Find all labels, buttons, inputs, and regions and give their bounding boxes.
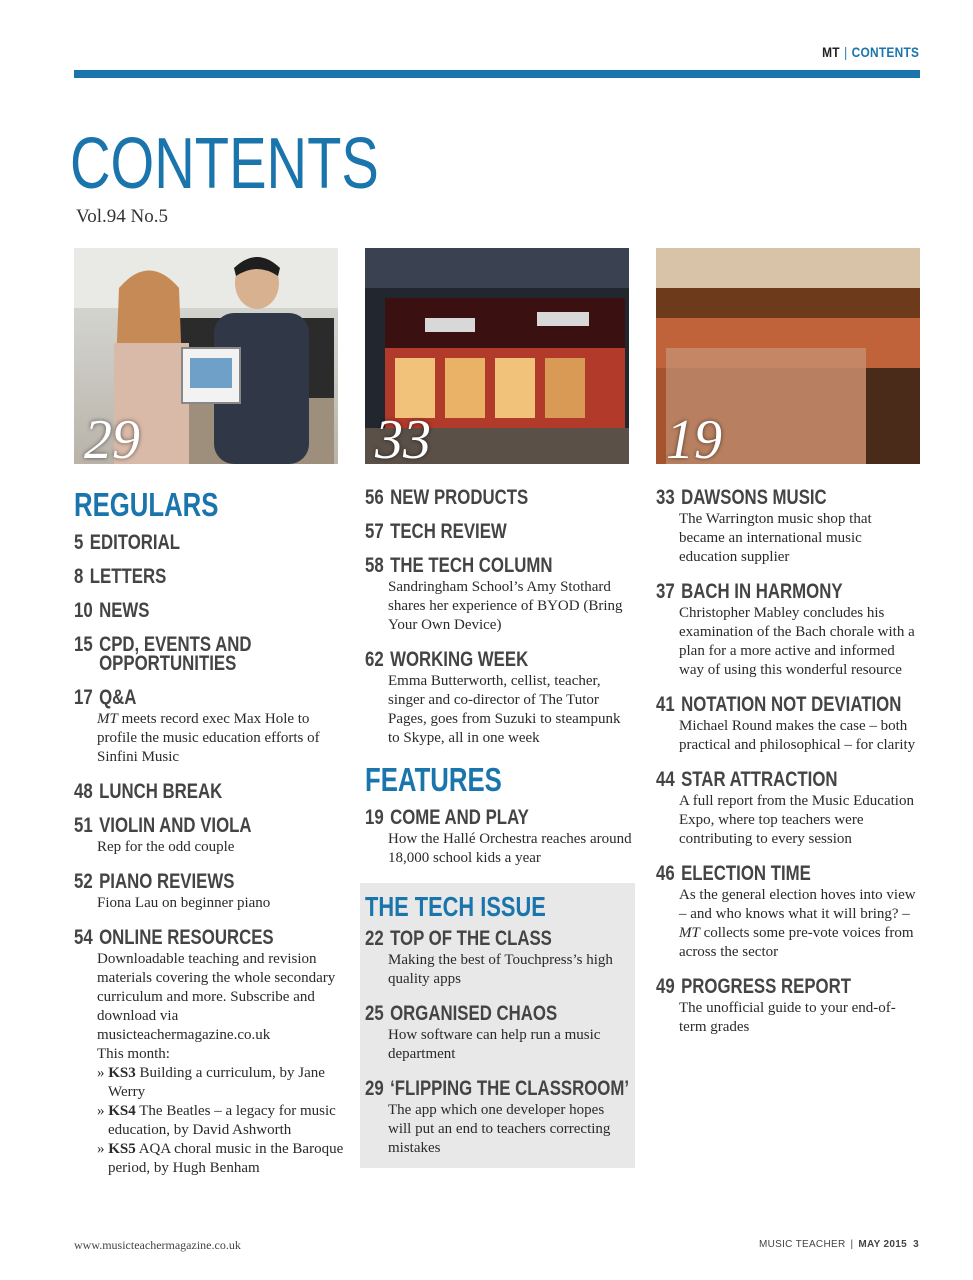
- contents-entry[interactable]: [365, 808, 633, 868]
- mt-italic: MT: [679, 925, 700, 941]
- entry-description: Christopher Mabley concludes his examination of the Bach chorale with a plan for a more active and informed way of using this wonderful resource: [679, 605, 915, 678]
- entry-description: A full report from the Music Education Expo, where top teachers were contributing to every session: [679, 793, 914, 847]
- contents-entry[interactable]: [74, 533, 344, 552]
- entry-title: COME AND PLAY: [390, 806, 529, 829]
- contents-entry[interactable]: [656, 582, 920, 680]
- entry-description: How software can help run a music department: [388, 1027, 601, 1062]
- entry-page: 10: [74, 599, 93, 622]
- column-regulars: [74, 488, 344, 1193]
- entry-title: DAWSONS MUSIC: [681, 486, 827, 509]
- contents-entry[interactable]: [365, 1004, 630, 1064]
- entry-page: 46: [656, 862, 675, 885]
- entry-page: 52: [74, 870, 93, 893]
- entry-description: Downloadable teaching and revision materials covering the whole secondary curriculum and more. Subscribe and download via musicteachermagazine.co.uk This month: » KS3 Building a curriculum, by Jane Werry » KS4 The Beatles – a legacy for music education, by David Ashworth » KS5 AQA choral music in the Baroque period, by Hugh Benham: [97, 951, 344, 1176]
- contents-entry[interactable]: [656, 488, 920, 567]
- contents-entry[interactable]: [365, 650, 633, 748]
- resource-bullet[interactable]: » KS5 AQA choral music in the Baroque period, by Hugh Benham: [97, 1141, 344, 1176]
- entry-page: 19: [365, 806, 384, 829]
- contents-entry[interactable]: [74, 816, 344, 857]
- footer-issue: MAY 2015: [858, 1239, 907, 1250]
- entry-title: ONLINE RESOURCES: [99, 926, 274, 949]
- header-rule: [74, 70, 920, 78]
- entry-title: LETTERS: [89, 565, 167, 588]
- entry-page: 5: [74, 531, 84, 554]
- entry-description: Sandringham School’s Amy Stothard shares her experience of BYOD (Bring Your Own Device): [388, 579, 623, 633]
- entry-page: 58: [365, 554, 384, 577]
- entry-page: 33: [656, 486, 675, 509]
- entry-title: Q&A: [99, 686, 137, 709]
- contents-entry[interactable]: [656, 770, 920, 849]
- entry-description: The app which one developer hopes will put an end to teachers correcting mistakes: [388, 1102, 611, 1156]
- photo-dawsons-shop[interactable]: [365, 248, 629, 464]
- column-right: [656, 488, 920, 1052]
- entry-title: CPD, EVENTS AND OPPORTUNITIES: [99, 633, 252, 675]
- contents-entry[interactable]: [74, 601, 344, 620]
- contents-entry[interactable]: [656, 977, 920, 1037]
- entry-description: MT meets record exec Max Hole to profile the music education efforts of Sinfini Music: [97, 711, 320, 765]
- entry-title: ‘FLIPPING THE CLASSROOM’: [390, 1077, 630, 1100]
- entry-title: PROGRESS REPORT: [681, 975, 851, 998]
- contents-entry[interactable]: [365, 929, 630, 989]
- contents-entry[interactable]: [365, 556, 633, 635]
- contents-entry[interactable]: [365, 488, 633, 507]
- entry-title: TECH REVIEW: [390, 520, 507, 543]
- volume-number: Vol.94 No.5: [76, 206, 169, 227]
- resource-bullet[interactable]: » KS4 The Beatles – a legacy for music education, by David Ashworth: [97, 1103, 336, 1138]
- entry-title: ELECTION TIME: [681, 862, 811, 885]
- header-mag: MT: [821, 44, 840, 60]
- entry-title: THE TECH COLUMN: [390, 554, 553, 577]
- entry-title: TOP OF THE CLASS: [390, 927, 552, 950]
- contents-entry[interactable]: [74, 928, 344, 1178]
- contents-entry[interactable]: [656, 695, 920, 755]
- entry-page: 17: [74, 686, 93, 709]
- entry-title: NEWS: [99, 599, 150, 622]
- running-header: [822, 44, 919, 60]
- entry-description: The unofficial guide to your end-of-term grades: [679, 1000, 896, 1035]
- contents-entry[interactable]: [74, 782, 344, 801]
- section-heading-regulars: REGULARS: [74, 486, 219, 523]
- entry-page: 29: [365, 1077, 384, 1100]
- section-heading-tech-issue: THE TECH ISSUE: [365, 891, 546, 922]
- entry-description: As the general election hoves into view – and who knows what it will bring? – MT collects some pre-vote voices from across the sector: [679, 887, 916, 960]
- entry-description: Michael Round makes the case – both practical and philosophical – for clarity: [679, 718, 916, 753]
- entry-title: LUNCH BREAK: [99, 780, 223, 803]
- footer-folio: [759, 1239, 919, 1250]
- contents-entry[interactable]: [365, 522, 633, 541]
- entry-description: Rep for the odd couple: [97, 839, 235, 855]
- entry-page: 15: [74, 633, 93, 656]
- entry-page: 49: [656, 975, 675, 998]
- entry-description: Making the best of Touchpress’s high quality apps: [388, 952, 613, 987]
- contents-entry[interactable]: [656, 864, 920, 962]
- entry-title: BACH IN HARMONY: [681, 580, 843, 603]
- photo-page-number: 33: [375, 409, 431, 464]
- column-middle: [365, 488, 633, 1168]
- entry-title: VIOLIN AND VIOLA: [99, 814, 252, 837]
- contents-entry[interactable]: [74, 635, 344, 673]
- entry-page: 22: [365, 927, 384, 950]
- entry-description: The Warrington music shop that became an international music education supplier: [679, 511, 872, 565]
- footer-url[interactable]: www.musicteachermagazine.co.uk: [74, 1238, 241, 1252]
- entry-page: 37: [656, 580, 675, 603]
- entry-title: ORGANISED CHAOS: [390, 1002, 558, 1025]
- entry-description: How the Hallé Orchestra reaches around 18,000 school kids a year: [388, 831, 632, 866]
- photo-page-number: 29: [84, 409, 140, 464]
- entry-page: 57: [365, 520, 384, 543]
- photo-teacher-student[interactable]: [74, 248, 338, 464]
- entry-page: 54: [74, 926, 93, 949]
- contents-entry[interactable]: [74, 688, 344, 767]
- header-separator: |: [843, 44, 848, 60]
- entry-title: NOTATION NOT DEVIATION: [681, 693, 902, 716]
- entry-page: 56: [365, 486, 384, 509]
- entry-title: PIANO REVIEWS: [99, 870, 235, 893]
- entry-page: 44: [656, 768, 675, 791]
- entry-description: Emma Butterworth, cellist, teacher, singer and co-director of The Tutor Pages, goes from Suzuki to steampunk to Skype, all in one week: [388, 673, 621, 746]
- mt-italic: MT: [97, 711, 118, 727]
- resource-bullet[interactable]: » KS3 Building a curriculum, by Jane Werry: [97, 1065, 325, 1100]
- entry-page: 48: [74, 780, 93, 803]
- photo-concert-hall[interactable]: [656, 248, 920, 464]
- photo-page-number: 19: [666, 409, 722, 464]
- entry-page: 41: [656, 693, 675, 716]
- entry-title: WORKING WEEK: [390, 648, 529, 671]
- contents-entry[interactable]: [74, 567, 344, 586]
- section-heading-features: FEATURES: [365, 761, 502, 798]
- entry-title: EDITORIAL: [89, 531, 180, 554]
- contents-entry[interactable]: [365, 1079, 630, 1158]
- footer-page: 3: [913, 1239, 919, 1250]
- tech-issue-box: [360, 883, 635, 1168]
- entry-title: NEW PRODUCTS: [390, 486, 529, 509]
- entry-page: 51: [74, 814, 93, 837]
- entry-page: 25: [365, 1002, 384, 1025]
- this-month-label: This month:: [97, 1046, 170, 1062]
- page-title: CONTENTS: [70, 124, 379, 204]
- footer-mag: MUSIC TEACHER: [758, 1239, 846, 1250]
- entry-page: 8: [74, 565, 84, 588]
- footer-separator: |: [850, 1239, 854, 1250]
- entry-title: STAR ATTRACTION: [681, 768, 838, 791]
- entry-description: Fiona Lau on beginner piano: [97, 895, 271, 911]
- entry-page: 62: [365, 648, 384, 671]
- contents-entry[interactable]: [74, 872, 344, 913]
- header-section: CONTENTS: [851, 44, 919, 60]
